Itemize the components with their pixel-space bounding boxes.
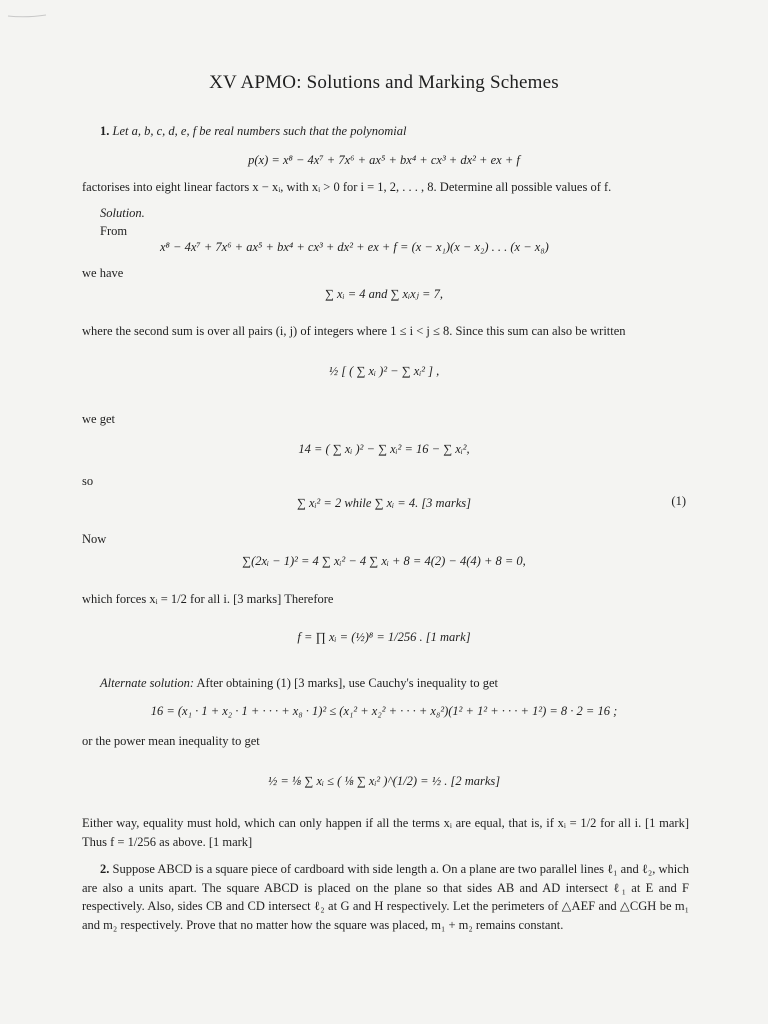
problem1-statement-line1: Let a, b, c, d, e, f be real numbers such that the polynomial <box>112 124 407 138</box>
alternate-solution-line <box>100 674 498 692</box>
cauchy-inequality: 16 = (x₁ · 1 + x₂ · 1 + · · · + x₈ · 1)² ≤ (x₁² + x₂² + · · · + x₈²)(1² + 1² + · · · + 1²) = 8 · 2 = 16 ; <box>150 704 618 718</box>
we-have-label: we have <box>82 266 124 280</box>
problem1-statement-line2: factorises into eight linear factors x − xᵢ, with xᵢ > 0 for i = 1, 2, . . . , 8. Determine all possible values of f. <box>82 180 612 194</box>
f-value-equation: f = ∏ xᵢ = (½)⁸ = 1/256 . [1 mark] <box>297 630 471 644</box>
alternate-solution-label: Alternate solution: <box>100 676 195 690</box>
sum-note: where the second sum is over all pairs (i, j) of integers where 1 ≤ i < j ≤ 8. Since this sum can also be written <box>82 324 626 338</box>
alternate-solution-text: After obtaining (1) [3 marks], use Cauchy's inequality to get <box>196 676 499 690</box>
power-mean-intro: or the power mean inequality to get <box>82 734 260 748</box>
equation-now: ∑(2xᵢ − 1)² = 4 ∑ xᵢ² − 4 ∑ xᵢ + 8 = 4(2) − 4(4) + 8 = 0, <box>242 554 526 568</box>
sums-equation: ∑ xᵢ = 4 and ∑ xᵢxⱼ = 7, <box>325 287 443 301</box>
problem1-polynomial: p(x) = x⁸ − 4x⁷ + 7x⁶ + ax⁵ + bx⁴ + cx³ + dx² + ex + f <box>248 153 520 167</box>
half-expression: ½ [ ( ∑ xᵢ )² − ∑ xᵢ² ] , <box>328 364 440 378</box>
power-mean-inequality: ½ = ⅛ ∑ xᵢ ≤ ( ⅛ ∑ xᵢ² )^(1/2) = ½ . [2 marks] <box>267 774 501 788</box>
factorisation-equation: x⁸ − 4x⁷ + 7x⁶ + ax⁵ + bx⁴ + cx³ + dx² + ex + f = (x − x₁)(x − x₂) . . . (x − x₈) <box>160 240 549 254</box>
from-label: From <box>100 224 128 238</box>
equation-number-1: (1) <box>671 494 686 508</box>
equation-14: 14 = ( ∑ xᵢ )² − ∑ xᵢ² = 16 − ∑ xᵢ², <box>298 442 470 456</box>
solution-label: Solution. <box>100 206 145 220</box>
now-label: Now <box>82 532 107 546</box>
so-label: so <box>82 474 94 488</box>
scan-artifact-mark <box>6 6 66 20</box>
problem1-number: 1. <box>100 124 110 138</box>
equation-1: ∑ xᵢ² = 2 while ∑ xᵢ = 4. [3 marks] <box>297 496 471 510</box>
problem1-intro <box>100 122 406 140</box>
page-title: XV APMO: Solutions and Marking Schemes <box>209 72 559 93</box>
either-way-paragraph: Either way, equality must hold, which can only happen if all the terms xᵢ are equal, that is, if xᵢ = 1/2 for all i. [1 mark] Thus f = 1/256 as above. [1 mark] <box>82 816 689 849</box>
forces-text: which forces xᵢ = 1/2 for all i. [3 marks] Therefore <box>82 592 334 606</box>
problem2-number: 2. <box>100 862 110 876</box>
we-get-label: we get <box>82 412 115 426</box>
problem2-text: Suppose ABCD is a square piece of cardboard with side length a. On a plane are two parallel lines ℓ₁ and ℓ₂, which are also a units apart. The square ABCD is placed on the plane so that sides AB and AD intersect ℓ₁ at E and F respectively. Also, sides CB and CD intersect ℓ₂ at G and H respectively. Let the perimeters of △AEF and △CGH be m₁ and m₂ respectively. Prove that no matter how the square was placed, m₁ + m₂ remains constant. <box>82 862 690 932</box>
problem2-paragraph <box>82 860 689 934</box>
